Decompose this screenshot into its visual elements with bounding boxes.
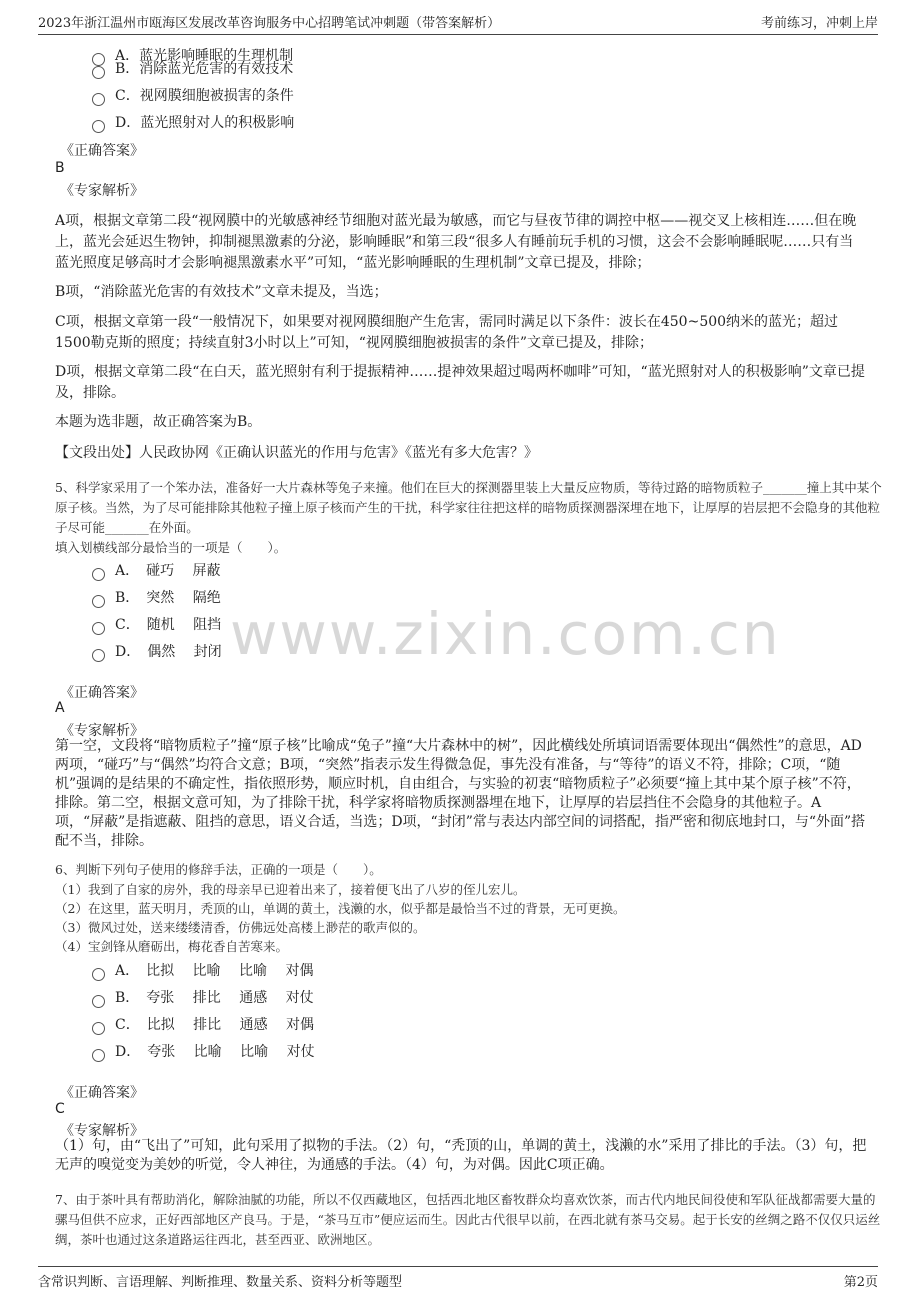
radio-icon[interactable] <box>92 995 105 1008</box>
radio-icon[interactable] <box>92 595 105 608</box>
page-footer <box>38 1266 878 1290</box>
watermark: www.zixin.com.cn <box>230 600 781 668</box>
q4-answer: B <box>55 160 65 176</box>
q5-option-a[interactable]: A． 碰巧 屏蔽 <box>92 560 221 580</box>
q4-conclusion: 本题为选非题，故正确答案为B。 <box>55 414 262 430</box>
q6-option-d[interactable]: D． 夸张 比喻 比喻 对仗 <box>92 1041 315 1061</box>
q5-option-b[interactable]: B． 突然 隔绝 <box>92 587 221 607</box>
page-number: 第2页 <box>843 1275 878 1290</box>
q4-source: 【文段出处】人民政协网《正确认识蓝光的作用与危害》《蓝光有多大危害？》 <box>55 445 538 461</box>
radio-icon[interactable] <box>92 1049 105 1062</box>
q4-option-c[interactable]: C．视网膜细胞被损害的条件 <box>92 85 294 105</box>
q4-analysis-b: B项，“消除蓝光危害的有效技术”文章未提及，当选； <box>55 284 388 300</box>
q5-option-c[interactable]: C． 随机 阻挡 <box>92 614 221 634</box>
radio-icon[interactable] <box>92 968 105 981</box>
q5-analysis: 第一空，文段将“暗物质粒子”撞“原子核”比喻成“兔子”撞“大片森林中的树”，因此横线处所填词语需要体现出“偶然性”的意思，AD两项，“碰巧”与“偶然”均符合文意；B项，“突然”指表示发生得微急促，事先没有准备，与“等待”的语义不符，排除；C项，“随机”强调的是结果的不确定性，指依照形势，顺应时机，自由组合，与实验的初衷“暗物质粒子”必须要“撞上其中某个原子核”不符，排除。第二空，根据文意可知，为了排除干扰，科学家将暗物质探测器埋在地下，让厚厚的岩层挡住不会隐身的其他粒子。A项，“屏蔽”是指遮蔽、阻挡的意思，语义合适，当选；D项，“封闭”常与表达内部空间的词搭配，指严密和彻底地封口，与“外面”搭配不当，排除。 <box>55 738 866 849</box>
q6-sentence-2: （2）在这里，蓝天明月，秃顶的山，单调的黄土，浅濑的水，似乎都是最恰当不过的背景，无可更换。 <box>55 901 626 916</box>
q4-option-b[interactable]: B．消除蓝光危害的有效技术 <box>92 58 293 78</box>
q6-option-c[interactable]: C． 比拟 排比 通感 对偶 <box>92 1014 314 1034</box>
q4-analysis-a: A项，根据文章第二段“视网膜中的光敏感神经节细胞对蓝光最为敏感，而它与昼夜节律的调控中枢——视交叉上核相连……但在晚上，蓝光会延迟生物钟，抑制褪黑激素的分泌，影响睡眠”和第三段“很多人有睡前玩手机的习惯，这会不会影响睡眠呢……只有当蓝光照度足够高时才会影响褪黑激素水平”可知，“蓝光影响睡眠的生理机制”文章已提及，排除； <box>55 213 857 271</box>
q4-analysis-label: 《专家解析》 <box>60 183 144 199</box>
q5-answer-label: 《正确答案》 <box>60 685 144 701</box>
q4-analysis-c: C项，根据文章第一段“一般情况下，如果要对视网膜细胞产生危害，需同时满足以下条件：波长在450~500纳米的蓝光；超过1500勒克斯的照度；持续直射3小时以上”可知，“视网膜细胞被损害的条件”文章已提及，排除； <box>55 314 839 351</box>
q7-stem: 7、由于茶叶具有帮助消化，解除油腻的功能，所以不仅西藏地区，包括西北地区畜牧群众均喜欢饮茶，而古代内地民间役使和军队征战都需要大量的骡马但供不应求，正好西部地区产良马。于是，“茶马互市”便应运而生。因此古代很早以前，在西北就有茶马交易。起于长安的丝绸之路不仅仅只运丝绸，茶叶也通过这条道路运往西北，甚至西亚、欧洲地区。 <box>55 1192 881 1247</box>
radio-icon[interactable] <box>92 93 105 106</box>
radio-icon[interactable] <box>92 120 105 133</box>
q4-answer-label: 《正确答案》 <box>60 143 144 159</box>
document-title: 2023年浙江温州市瓯海区发展改革咨询服务中心招聘笔试冲刺题（带答案解析） <box>38 16 501 31</box>
q5-prompt: 填入划横线部分最恰当的一项是（ ）。 <box>55 540 287 555</box>
q6-sentence-4: （4）宝剑锋从磨砺出，梅花香自苦寒来。 <box>55 939 288 954</box>
q6-option-a[interactable]: A． 比拟 比喻 比喻 对偶 <box>92 960 313 980</box>
radio-icon[interactable] <box>92 568 105 581</box>
q6-stem: 6、判断下列句子使用的修辞手法，正确的一项是（ ）。 <box>55 862 382 877</box>
radio-icon[interactable] <box>92 1022 105 1035</box>
q4-analysis-d: D项，根据文章第二段“在白天，蓝光照射有利于提振精神……提神效果超过喝两杯咖啡”可知，“蓝光照射对人的积极影响”文章已提及，排除。 <box>55 364 865 401</box>
q4-option-d[interactable]: D．蓝光照射对人的积极影响 <box>92 112 294 132</box>
header-slogan: 考前练习，冲刺上岸 <box>760 16 878 31</box>
q6-analysis-label: 《专家解析》 <box>60 1123 144 1139</box>
q6-analysis: （1）句，由“飞出了”可知，此句采用了拟物的手法。（2）句，“秃顶的山，单调的黄土，浅濑的水”采用了排比的手法。（3）句，把无声的嗅觉变为美妙的听觉，令人神往，为通感的手法。（4）句，为对偶。因此C项正确。 <box>55 1138 867 1173</box>
q5-stem: 5、科学家采用了一个笨办法，准备好一大片森林等兔子来撞。他们在巨大的探测器里装上大量反应物质，等待过路的暗物质粒子_______撞上其中某个原子核。当然，为了尽可能排除其他粒子撞上原子核而产生的干扰，科学家往往把这样的暗物质探测器深埋在地下，让厚厚的岩层把不会隐身的其他粒子尽可能_______在外面。 <box>55 480 882 535</box>
q6-answer-label: 《正确答案》 <box>60 1085 144 1101</box>
q5-analysis-label: 《专家解析》 <box>60 723 144 739</box>
q6-answer: C <box>55 1101 65 1117</box>
q6-sentence-3: （3）微风过处，送来缕缕清香，仿佛远处高楼上渺茫的歌声似的。 <box>55 920 426 935</box>
radio-icon[interactable] <box>92 649 105 662</box>
page-header <box>38 12 878 35</box>
q6-option-b[interactable]: B． 夸张 排比 通感 对仗 <box>92 987 314 1007</box>
q5-answer: A <box>55 700 65 716</box>
q6-sentence-1: （1）我到了自家的房外，我的母亲早已迎着出来了，接着便飞出了八岁的侄儿宏儿。 <box>55 882 526 897</box>
q4-option-a[interactable]: A．蓝光影响睡眠的生理机制 <box>92 45 293 65</box>
footer-topics: 含常识判断、言语理解、判断推理、数量关系、资料分析等题型 <box>38 1275 403 1290</box>
q5-option-d[interactable]: D． 偶然 封闭 <box>92 641 222 661</box>
radio-icon[interactable] <box>92 622 105 635</box>
radio-icon[interactable] <box>92 66 105 79</box>
